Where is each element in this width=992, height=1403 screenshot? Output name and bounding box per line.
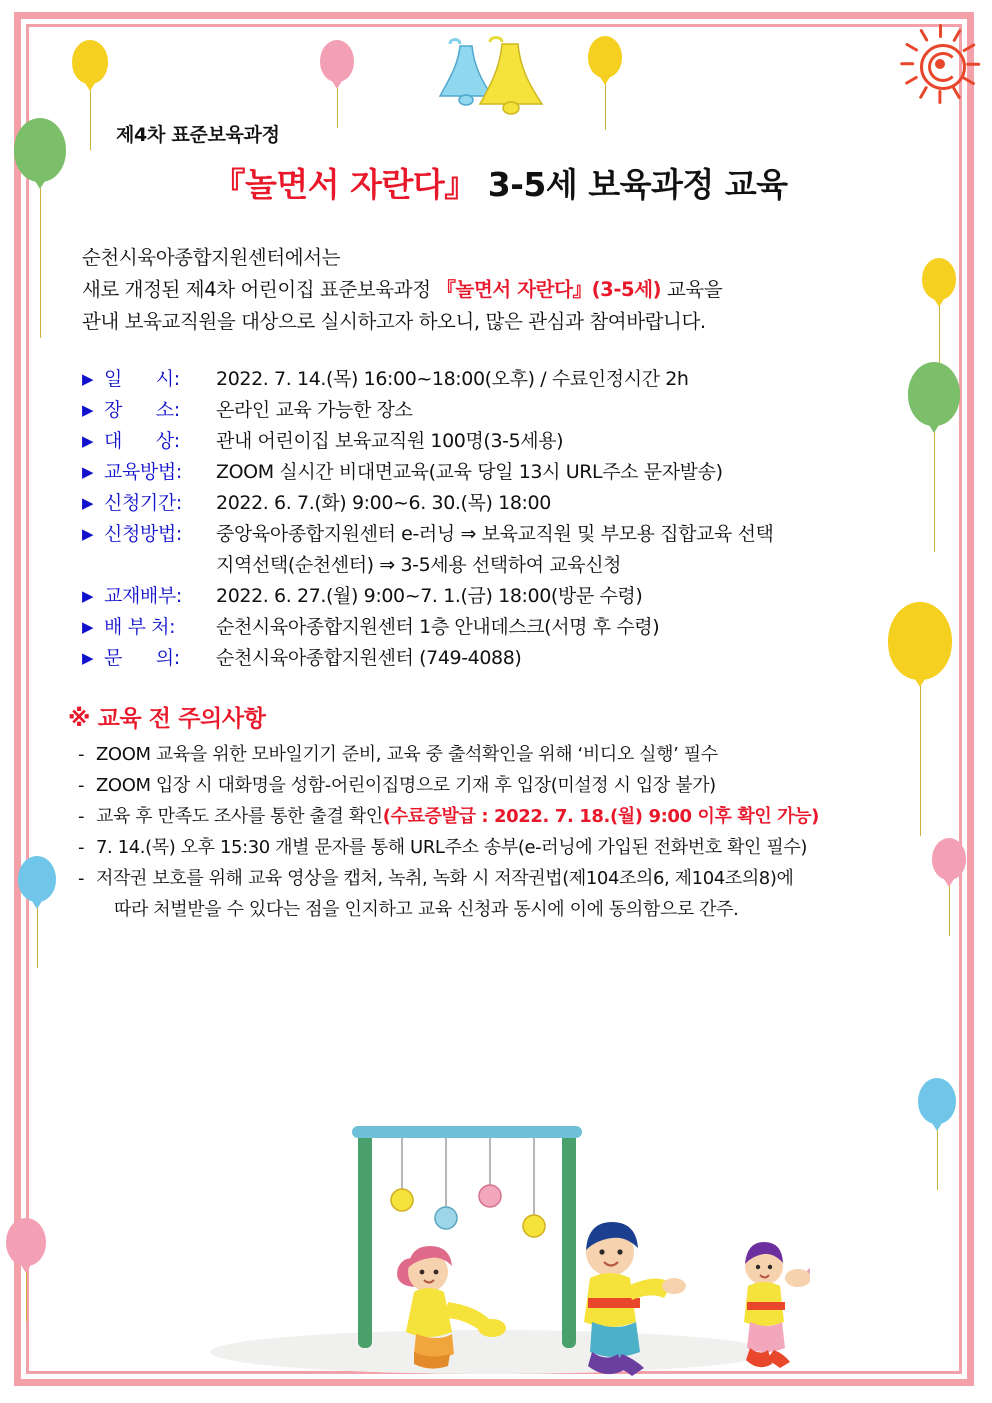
dash-bullet-icon: - (78, 868, 85, 889)
info-row-label: 신청기간: (104, 492, 182, 514)
bullet-triangle-icon: ▶ (82, 432, 94, 450)
bells-icon (430, 36, 560, 116)
intro-line-2-b: 교육을 (661, 278, 723, 301)
info-list (82, 364, 940, 674)
notice-row (78, 739, 940, 770)
info-row-label: 문 의: (104, 647, 180, 669)
info-row-value: 관내 어린이집 보육교직원 100명(3-5세용) (216, 430, 564, 452)
balloon-blue-left (18, 856, 56, 962)
info-row (82, 581, 940, 612)
notice-heading: ※ 교육 전 주의사항 (68, 706, 266, 732)
dash-bullet-icon: - (78, 775, 85, 796)
info-row (82, 395, 940, 426)
balloon-yellow-top2 (588, 36, 622, 124)
notice-highlight: (수료증발급 : 2022. 7. 18.(월) 9:00 이후 확인 가능) (382, 806, 819, 827)
info-row-label: 장 소: (104, 399, 180, 421)
sun-icon (898, 22, 982, 106)
info-row-label: 교재배부: (104, 585, 182, 607)
balloon-pink-top (320, 40, 354, 122)
notice-text: 따라 처벌받을 수 있다는 점을 인지하고 교육 신청과 동시에 이에 동의함으로 간주. (114, 899, 739, 920)
info-row-value: 순천시육아종합지원센터 1층 안내데스크(서명 후 수령) (216, 616, 660, 638)
info-row-label: 배 부 처: (104, 616, 176, 638)
children-playground-illustration (170, 1090, 810, 1380)
info-row-value: 중앙육아종합지원센터 e-러닝 ⇒ 보육교직원 및 부모용 집합교육 선택 (216, 523, 774, 545)
notice-list (78, 739, 940, 925)
intro-line-3: 관내 보육교직원을 대상으로 실시하고자 하오니, 많은 관심과 참여바랍니다. (82, 310, 706, 333)
info-row-value: 2022. 6. 27.(월) 9:00~7. 1.(금) 18:00(방문 수령) (216, 585, 643, 607)
info-row-value: 2022. 7. 14.(목) 16:00~18:00(오후) / 수료인정시간 2h (216, 368, 689, 390)
info-row (82, 550, 940, 581)
info-row-value: 온라인 교육 가능한 장소 (216, 399, 413, 421)
info-row-label: 신청방법: (104, 523, 182, 545)
intro-line-2-a: 새로 개정된 제4차 어린이집 표준보육과정 (82, 278, 437, 301)
notice-row (78, 894, 940, 925)
intro-line-2-highlight: 『놀면서 자란다』(3-5세) (436, 278, 662, 301)
info-row (82, 426, 940, 457)
intro-line-2 (82, 274, 940, 306)
page-title-rest: 3-5세 보육과정 교육 (476, 165, 788, 204)
info-row-value: ZOOM 실시간 비대면교육(교육 당일 13시 URL주소 문자발송) (216, 461, 723, 483)
bullet-triangle-icon: ▶ (82, 649, 94, 667)
notice-text: 7. 14.(목) 오후 15:30 개별 문자를 통해 URL주소 송부(e-러닝에 가입된 전화번호 확인 필수) (96, 837, 807, 858)
notice-row (78, 863, 940, 894)
poster-eyebrow: 제4차 표준보육과정 (116, 124, 280, 146)
dash-bullet-icon: - (78, 837, 85, 858)
bullet-triangle-icon: ▶ (82, 587, 94, 605)
info-row-value: 2022. 6. 7.(화) 9:00~6. 30.(목) 18:00 (216, 492, 551, 514)
notice-row (78, 801, 940, 832)
page-title (60, 159, 940, 206)
notice-text: 교육 후 만족도 조사를 통한 출결 확인(수료증발급 : 2022. 7. 18.(월) 9:00 이후 확인 가능) (96, 806, 819, 827)
info-row-value: 지역선택(순천센터) ⇒ 3-5세용 선택하여 교육신청 (216, 554, 622, 576)
notice-row (78, 770, 940, 801)
info-row-label: 대 상: (104, 430, 180, 452)
balloon-green-left (14, 118, 66, 332)
info-row (82, 488, 940, 519)
intro-line-1: 순천시육아종합지원센터에서는 (82, 246, 341, 269)
info-row (82, 457, 940, 488)
info-row-label: 일 시: (104, 368, 180, 390)
balloon-pink-left (6, 1218, 46, 1316)
dash-bullet-icon: - (78, 744, 85, 765)
bullet-triangle-icon: ▶ (82, 618, 94, 636)
bullet-triangle-icon: ▶ (82, 370, 94, 388)
info-row-value: 순천시육아종합지원센터 (749-4088) (216, 647, 522, 669)
bullet-triangle-icon: ▶ (82, 401, 94, 419)
intro-paragraph (82, 242, 940, 338)
poster-content (60, 120, 940, 925)
info-row (82, 612, 940, 643)
info-row-label: 교육방법: (104, 461, 182, 483)
info-row (82, 643, 940, 674)
notice-text: 저작권 보호를 위해 교육 영상을 캡처, 녹취, 녹화 시 저작권법(제104조의6, 제104조의8)에 (96, 868, 794, 889)
notice-row (78, 832, 940, 863)
balloon-blue-right (918, 1078, 956, 1184)
dash-bullet-icon: - (78, 806, 85, 827)
notice-text: ZOOM 입장 시 대화명을 성함-어린이집명으로 기재 후 입장(미설정 시 입장 불가) (96, 775, 716, 796)
bullet-triangle-icon: ▶ (82, 463, 94, 481)
bullet-triangle-icon: ▶ (82, 494, 94, 512)
bullet-triangle-icon: ▶ (82, 525, 94, 543)
notice-text: ZOOM 교육을 위한 모바일기기 준비, 교육 중 출석확인을 위해 ‘비디오 실행’ 필수 (96, 744, 718, 765)
page-title-highlight: 『놀면서 자란다』 (212, 165, 477, 204)
info-row (82, 364, 940, 395)
info-row (82, 519, 940, 550)
